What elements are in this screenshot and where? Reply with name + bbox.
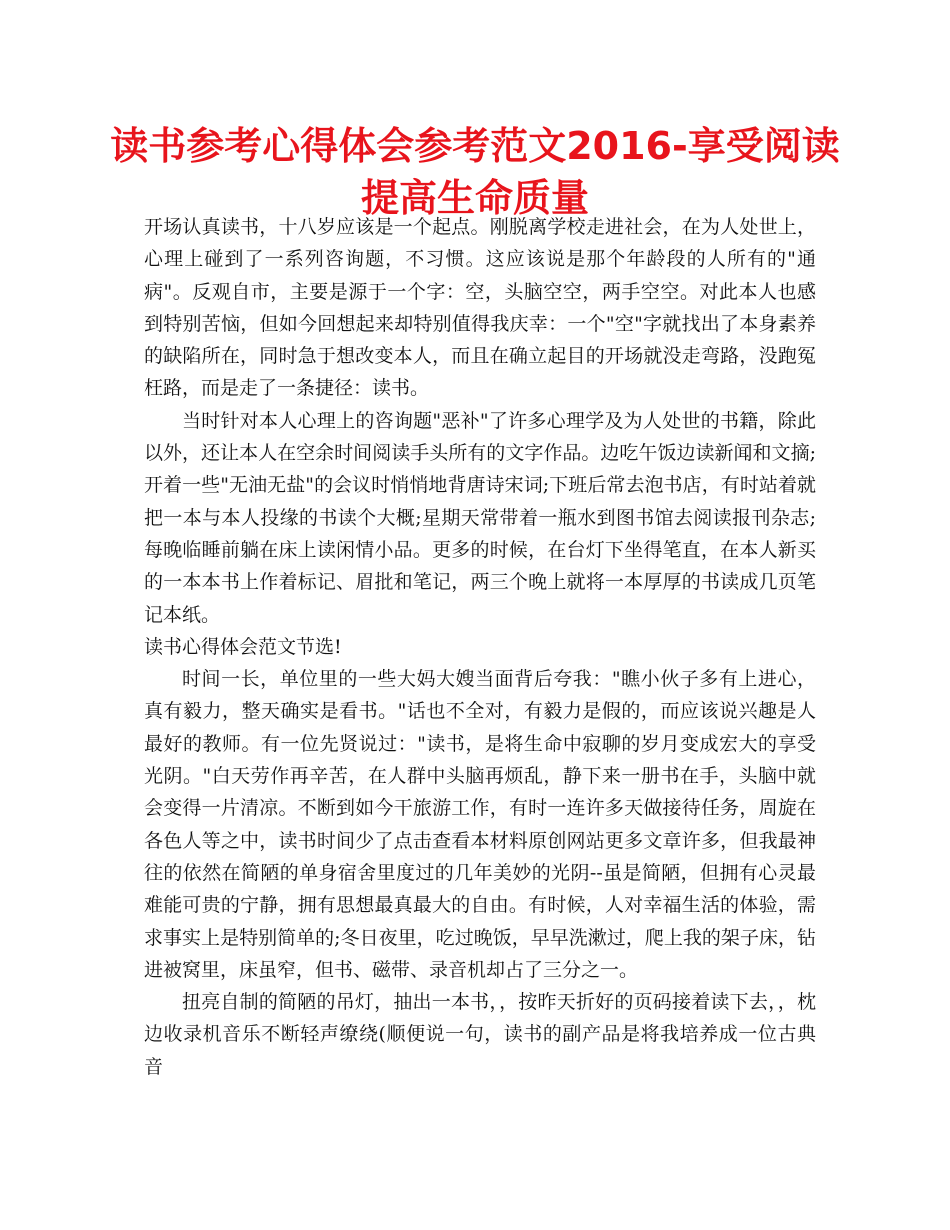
paragraph-2: 当时针对本人心理上的咨询题"恶补"了许多心理学及为人处世的书籍，除此以外，还让本人在空余时间阅读手头所有的文字作品。边吃午饭边读新闻和文摘;开着一些"无油无盐"的会议时悄悄地背唐诗宋词;下班后常去泡书店，有时站着就把一本与本人投缘的书读个大概;星期天常带着一瓶水到图书馆去阅读报刊杂志;每晚临睡前躺在床上读闲情小品。更多的时候，在台灯下坐得笔直，在本人新买的一本本书上作着标记、眉批和笔记，两三个晚上就将一本厚厚的书读成几页笔记本纸。 [144,409,816,626]
paragraph-5: 扭亮自制的简陋的吊灯，抽出一本书，，按昨天折好的页码接着读下去，，枕边收录机音乐不断轻声缭绕(顺便说一句，读书的副产品是将我培养成一位古典音 [144,991,816,1078]
document-title: 读书参考心得体会参考范文2016-享受阅读提高生命质量 [110,124,840,220]
paragraph-4: 时间一长，单位里的一些大妈大嫂当面背后夸我："瞧小伙子多有上进心，真有毅力，整天确实是看书。"话也不全对，有毅力是假的，而应该说兴趣是人最好的教师。有一位先贤说过："读书，是将生命中寂聊的岁月变成宏大的享受光阴。"白天劳作再辛苦，在人群中头脑再烦乱，静下来一册书在手，头脑中就会变得一片清凉。不断到如今干旅游工作，有时一连许多天做接待任务，周旋在各色人等之中，读书时间少了点击查看本材料原创网站更多文章许多，但我最神往的依然在简陋的单身宿舍里度过的几年美妙的光阴--虽是简陋，但拥有心灵最难能可贵的宁静，拥有思想最真最大的自由。有时候，人对幸福生活的体验，需求事实上是特别简单的;冬日夜里，吃过晚饭，早早洗漱过，爬上我的架子床，钻进被窝里，床虽窄，但书、磁带、录音机却占了三分之一。 [144,668,816,981]
document-body [144,211,816,1083]
paragraph-3: 读书心得体会范文节选! [144,635,342,658]
paragraph-1: 开场认真读书，十八岁应该是一个起点。刚脱离学校走进社会，在为人处世上，心理上碰到了一系列咨询题，不习惯。这应该说是那个年龄段的人所有的"通病"。反观自市，主要是源于一个字：空，头脑空空，两手空空。对此本人也感到特别苦恼，但如今回想起来却特别值得我庆幸：一个"空"字就找出了本身素养的缺陷所在，同时急于想改变本人，而且在确立起目的开场就没走弯路，没跑冤枉路，而是走了一条捷径：读书。 [144,216,816,400]
